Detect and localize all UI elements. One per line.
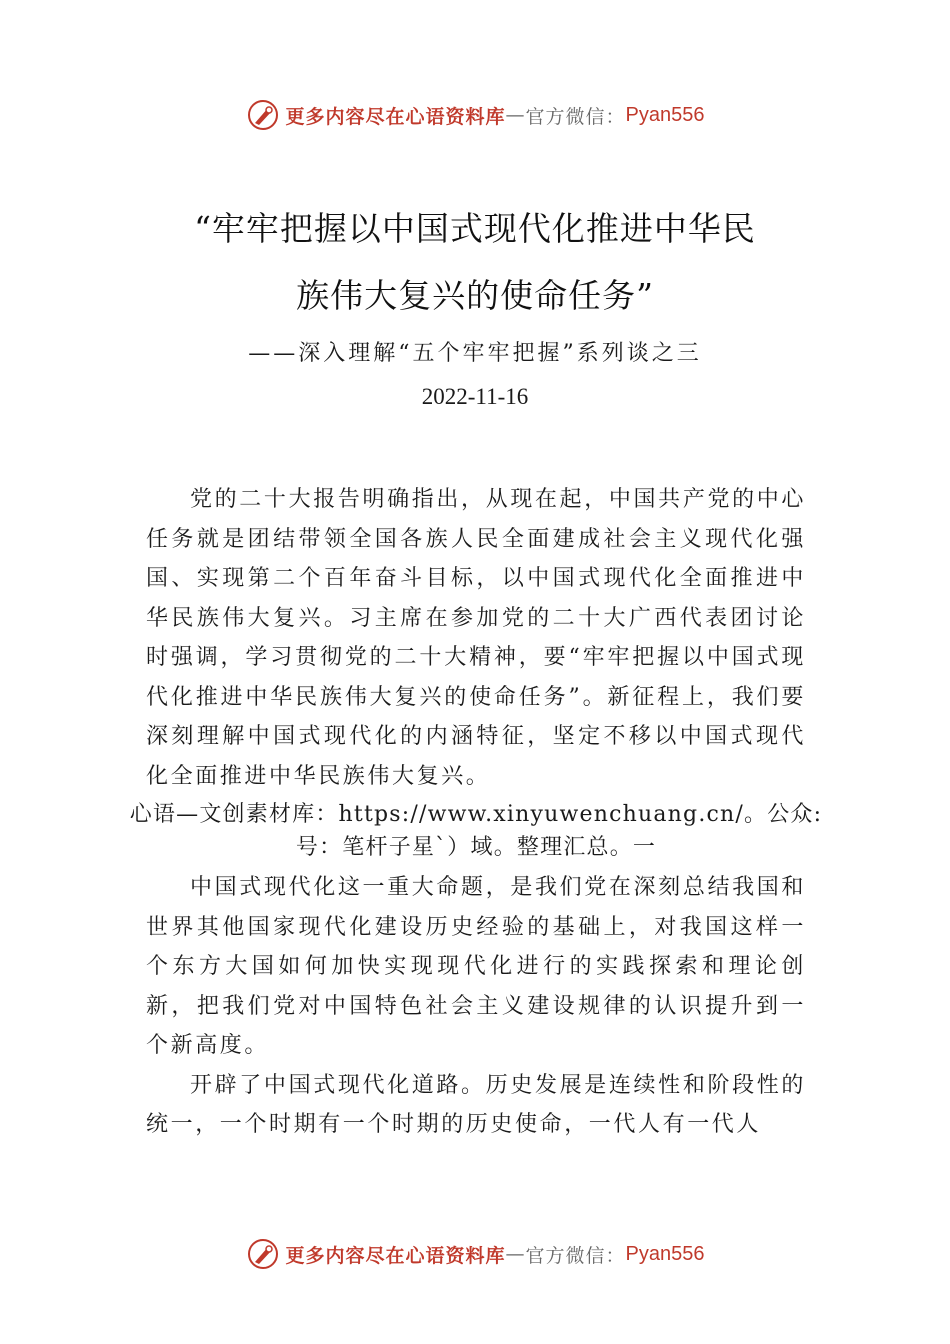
footer-watermark — [0, 1234, 950, 1274]
brand-text: 更多内容尽在心语资料库 — [285, 105, 506, 128]
publish-date: 2022-11-16 — [421, 384, 529, 409]
subtitle: ——深入理解“五个牢牢把握”系列谈之三 — [248, 341, 702, 366]
paragraph-3: 开辟了中国式现代化道路。历史发展是连续性和阶段性的统一，一个时期有一个时期的历史使命，一代人有一代人 — [146, 1072, 806, 1137]
source-note: 心语—文创素材库：https://www.xinyuwenchuang.cn/。公众:号：笔杆子星`）域。整理汇总。一 — [129, 802, 823, 860]
wechat-label: 官方微信： — [525, 1244, 626, 1267]
wechat-id: Pyan556 — [625, 103, 705, 126]
paragraph-1: 党的二十大报告明确指出，从现在起，中国共产党的中心任务就是团结带领全国各族人民全面建成社会主义现代化强国、实现第二个百年奋斗目标，以中国式现代化全面推进中华民族伟大复兴。习主席在参加党的二十大广西代表团讨论时强调，学习贯彻党的二十大精神，要“牢牢把握以中国式现代化推进中华民族伟大复兴的使命任务”。新征程上，我们要深刻理解中国式现代化的内涵特征，坚定不移以中国式现代化全面推进中华民族伟大复兴。 — [146, 487, 806, 789]
separator: — — [505, 104, 526, 126]
brand-text: 更多内容尽在心语资料库 — [285, 1244, 506, 1267]
header-watermark — [0, 95, 950, 135]
paragraph-2: 中国式现代化这一重大命题，是我们党在深刻总结我国和世界其他国家现代化建设历史经验的基础上，对我国这样一个东方大国如何加快实现现代化进行的实践探索和理论创新，把我们党对中国特色社会主义建设规律的认识提升到一个新高度。 — [146, 875, 806, 1058]
pen-nib-circle-icon — [246, 1237, 280, 1271]
separator: — — [505, 1243, 526, 1265]
pen-nib-circle-icon — [246, 98, 280, 132]
title-line-1: “牢牢把握以中国式现代化推进中华民 — [194, 209, 756, 248]
wechat-label: 官方微信： — [525, 105, 626, 128]
title-line-2: 族伟大复兴的使命任务” — [296, 276, 654, 315]
wechat-id: Pyan556 — [625, 1242, 705, 1265]
article-body — [129, 480, 823, 1145]
